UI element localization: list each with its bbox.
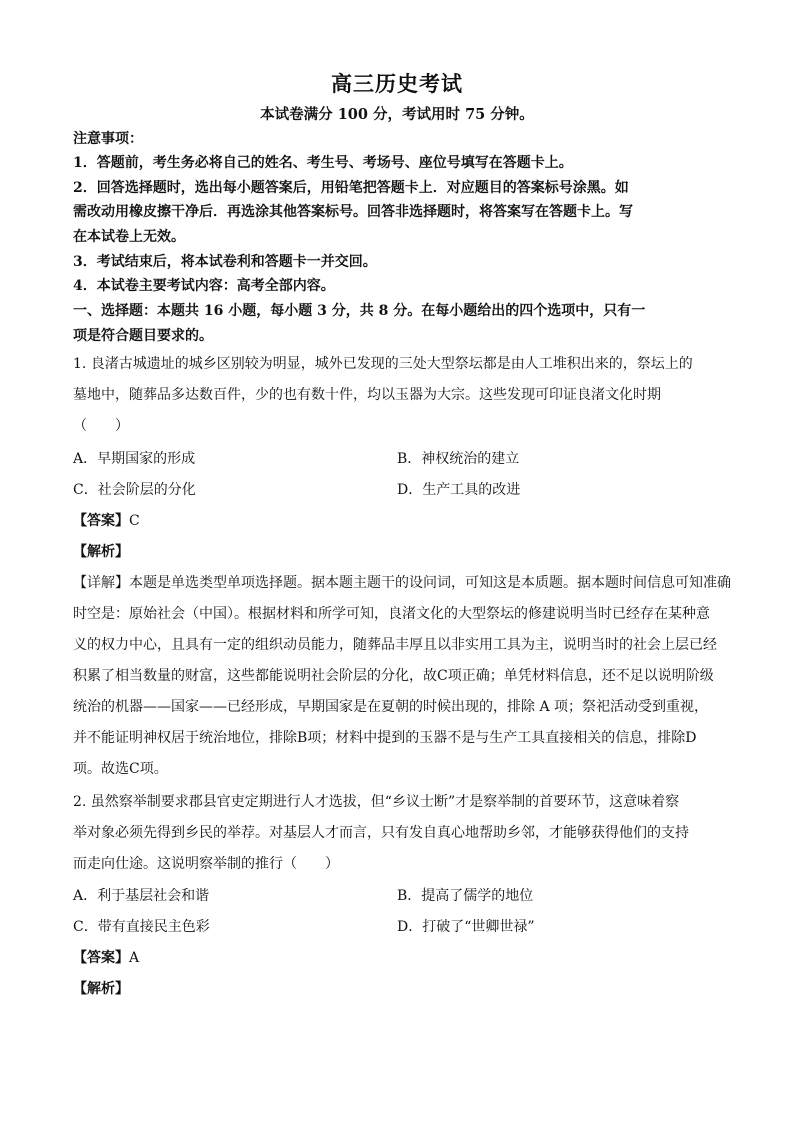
question-1-detail: 并不能证明神权居于统治地位，排除B项；材料中提到的玉器不是与生产工具直接相关的信息，排除D — [73, 730, 697, 746]
answer-tag: 【答案】 — [73, 950, 129, 966]
question-2-stem: 2. 虽然察举制要求郡县官吏定期进行人才选拔，但“乡议士断”才是察举制的首要环节，这意味着察 — [73, 794, 680, 810]
notice-item: 需改动用橡皮擦干净后．再选涂其他答案标号。回答非选择题时，将答案写在答题卡上。写 — [73, 204, 633, 220]
question-1-option-d: D．生产工具的改进 — [397, 482, 521, 498]
notice-item: 2．回答选择题时，选出每小题答案后，用铅笔把答题卡上．对应题目的答案标号涂黑。如 — [73, 180, 629, 196]
question-1-option-b: B．神权统治的建立 — [397, 451, 520, 467]
question-2-stem: 而走向仕途。这说明察举制的推行（ ） — [73, 856, 339, 872]
notice-item: 4．本试卷主要考试内容：高考全部内容。 — [73, 278, 335, 294]
question-1-option-a: A．早期国家的形成 — [73, 451, 196, 467]
question-1-detail: 义的权力中心，且具有一定的组织动员能力，随葬品丰厚且以非实用工具为主，说明当时的社会上层已经 — [73, 637, 717, 653]
answer-value: C — [129, 513, 140, 529]
section-heading: 一、选择题：本题共 16 小题，每小题 3 分，共 8 分。在每小题给出的四个选项中，只有一 — [73, 303, 646, 319]
notice-item: 3．考试结束后，将本试卷利和答题卡一并交回。 — [73, 254, 377, 270]
answer-value: A — [129, 950, 140, 966]
question-1-stem: 墓地中，随葬品多达数百件，少的也有数十件，均以玉器为大宗。这些发现可印证良渚文化时期 — [73, 387, 661, 403]
question-1-option-c: C．社会阶层的分化 — [73, 482, 196, 498]
question-1-detail: 项。故选C项。 — [73, 761, 168, 777]
question-2-answer — [73, 947, 723, 969]
notice-item: 在本试卷上无效。 — [73, 229, 185, 245]
question-1-detail: 积累了相当数量的财富，这些都能说明社会阶层的分化，故C项正确；单凭材料信息，还不足以说明阶级 — [73, 668, 714, 684]
question-1-detail: 统治的机器——国家——已经形成，早期国家是在夏朝的时候出现的，排除 A 项；祭祀活动受到重视， — [73, 699, 709, 715]
question-1-answer — [73, 510, 723, 532]
question-1-analysis-tag: 【解析】 — [73, 544, 129, 560]
question-2-option-d: D．打破了“世卿世禄” — [397, 919, 535, 935]
section-heading: 项是符合题目要求的。 — [73, 328, 213, 344]
question-2-option-c: C．带有直接民主色彩 — [73, 919, 210, 935]
page-subtitle: 本试卷满分 100 分，考试用时 75 分钟。 — [260, 106, 534, 123]
question-2-option-a: A．利于基层社会和谐 — [73, 888, 210, 904]
question-1-stem: （ ） — [73, 418, 129, 434]
notice-item: 1．答题前，考生务必将自己的姓名、考生号、考场号、座位号填写在答题卡上。 — [73, 155, 573, 171]
question-2-stem: 举对象必须先得到乡民的举荐。对基层人才而言，只有发自真心地帮助乡邻，才能够获得他们的支持 — [73, 825, 689, 841]
question-1-detail: 【详解】本题是单选类型单项选择题。据本题主题干的设问词，可知这是本质题。据本题时间信息可知准确 — [73, 575, 731, 591]
notice-heading: 注意事项： — [73, 131, 143, 147]
question-2-option-b: B．提高了儒学的地位 — [397, 888, 534, 904]
question-1-detail: 时空是：原始社会（中国）。根据材料和所学可知，良渚文化的大型祭坛的修建说明当时已经存在某种意 — [73, 606, 710, 622]
question-1-stem: 1. 良渚古城遗址的城乡区别较为明显，城外已发现的三处大型祭坛都是由人工堆积出来的，祭坛上的 — [73, 356, 693, 372]
answer-tag: 【答案】 — [73, 513, 129, 529]
question-2-analysis-tag: 【解析】 — [73, 981, 129, 997]
page-title: 高三历史考试 — [331, 71, 463, 96]
